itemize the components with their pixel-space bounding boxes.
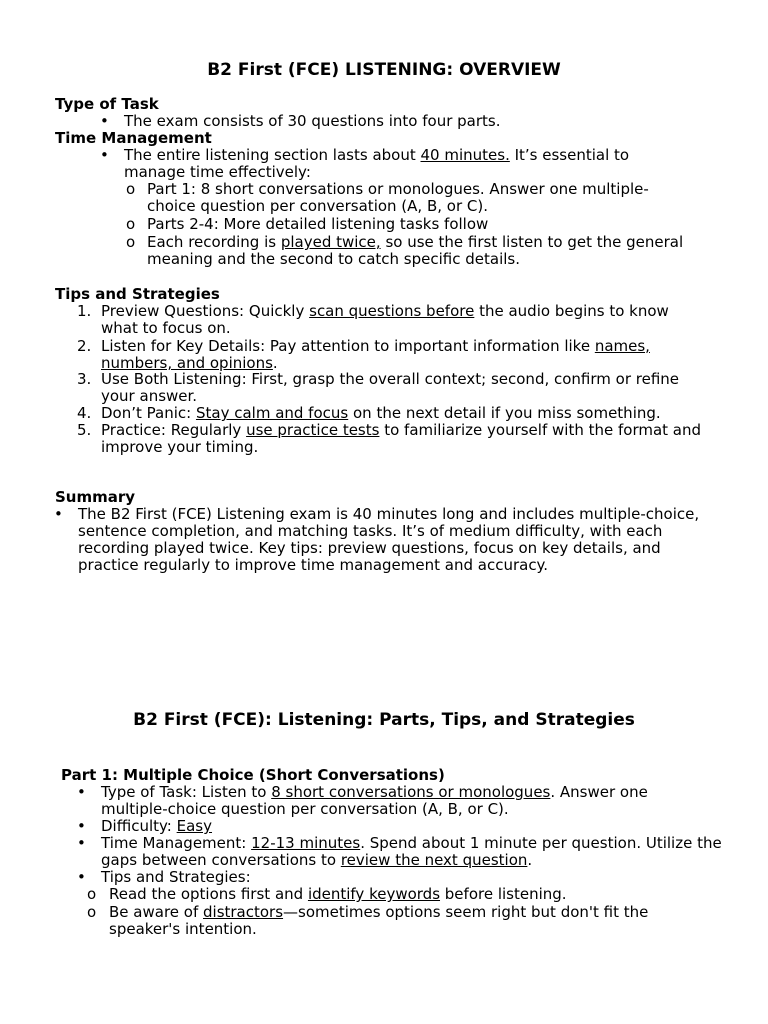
sub-marker: o bbox=[126, 215, 136, 233]
underlined-text: 12-13 minutes bbox=[251, 834, 361, 852]
bullet-marker: • bbox=[100, 146, 109, 164]
part1-heading: Part 1: Multiple Choice (Short Conversations) bbox=[61, 766, 445, 784]
sub-marker: o bbox=[87, 885, 97, 903]
tips-heading: Tips and Strategies bbox=[55, 285, 220, 303]
number-marker: 5. bbox=[77, 421, 92, 439]
bullet-marker: • bbox=[77, 834, 86, 852]
bullet-marker: • bbox=[77, 868, 86, 886]
time-management-heading: Time Management bbox=[55, 129, 212, 147]
sub-marker: o bbox=[87, 903, 97, 921]
underlined-text: use practice tests bbox=[246, 421, 380, 439]
underlined-text: 40 minutes. bbox=[420, 146, 510, 164]
underlined-text: 8 short conversations or monologues bbox=[271, 783, 551, 801]
bullet-marker: • bbox=[54, 505, 63, 523]
number-marker: 3. bbox=[77, 370, 92, 388]
summary-heading: Summary bbox=[55, 488, 136, 506]
parts-title: B2 First (FCE): Listening: Parts, Tips, and Strategies bbox=[133, 710, 635, 730]
overview-title: B2 First (FCE) LISTENING: OVERVIEW bbox=[207, 60, 561, 80]
underlined-text: Easy bbox=[176, 817, 213, 835]
underlined-text: played twice, bbox=[280, 233, 381, 251]
underlined-text: review the next question bbox=[340, 851, 528, 869]
number-marker: 2. bbox=[77, 337, 92, 355]
document-page: B2 First (FCE) LISTENING: OVERVIEW Type of Task • The exam consists of 30 questions into four parts. Time Management • The entire listening section lasts about 40 minutes. It’s essential to manage time effectively: o Part 1: 8 short conversations or monologues. Answer one multiple-choice question per conversation (A, B, or C). o Parts 2-4: More detailed listening tasks follow o Each recording is played twice, so use the first listen to get the general meaning and the second to catch specific details. Tips and Strategies 1. Preview Questions: Quickly scan questions before the audio begins to know what to focus on. 2. Listen for Key Details: Pay attention to important information like names, numbers, and opinions. 3. Use Both Listening: First, grasp the overall context; second, confirm or refine your answer. 4. Don’t Panic: Stay calm and focus on the next detail if you miss something. 5. Practice: Regularly use practice tests to familiarize yourself with the format and improve your timing. Summary • The B2 First (FCE) Listening exam is 40 minutes long and includes multiple-choice, sentence completion, and matching tasks. It’s of medium difficulty, with each recording played twice. Key tips: preview questions, focus on key details, and practice regularly to improve time management and accuracy. B2 First (FCE): Listening: Parts, Tips, and Strategies Part 1: Multiple Choice (Short Conversations) • Type of Task: Listen to 8 short conversations or monologues. Answer one multiple-choice question per conversation (A, B, or C). • Difficulty: Easy • Time Management: 12-13 minutes. Spend about 1 minute per question. Utilize the gaps between conversations to review the next question. • Tips and Strategies: o Read the options first and identify keywords before listening. o Be aware of distractors—sometimes options seem right but don't fit the speaker's intention. bbox=[0, 0, 768, 1024]
bullet-marker: • bbox=[77, 783, 86, 801]
sub-marker: o bbox=[126, 233, 136, 251]
sub-marker: o bbox=[126, 180, 136, 198]
number-marker: 1. bbox=[77, 302, 92, 320]
underlined-text: scan questions before bbox=[309, 302, 475, 320]
underlined-text: Stay calm and focus bbox=[195, 404, 349, 422]
type-of-task-heading: Type of Task bbox=[55, 95, 159, 113]
bullet-marker: • bbox=[77, 817, 86, 835]
bullet-marker: • bbox=[100, 112, 109, 130]
underlined-text: names, numbers, and opinions bbox=[101, 337, 650, 372]
underlined-text: identify keywords bbox=[307, 885, 441, 903]
underlined-text: distractors bbox=[203, 903, 284, 921]
number-marker: 4. bbox=[77, 404, 92, 422]
